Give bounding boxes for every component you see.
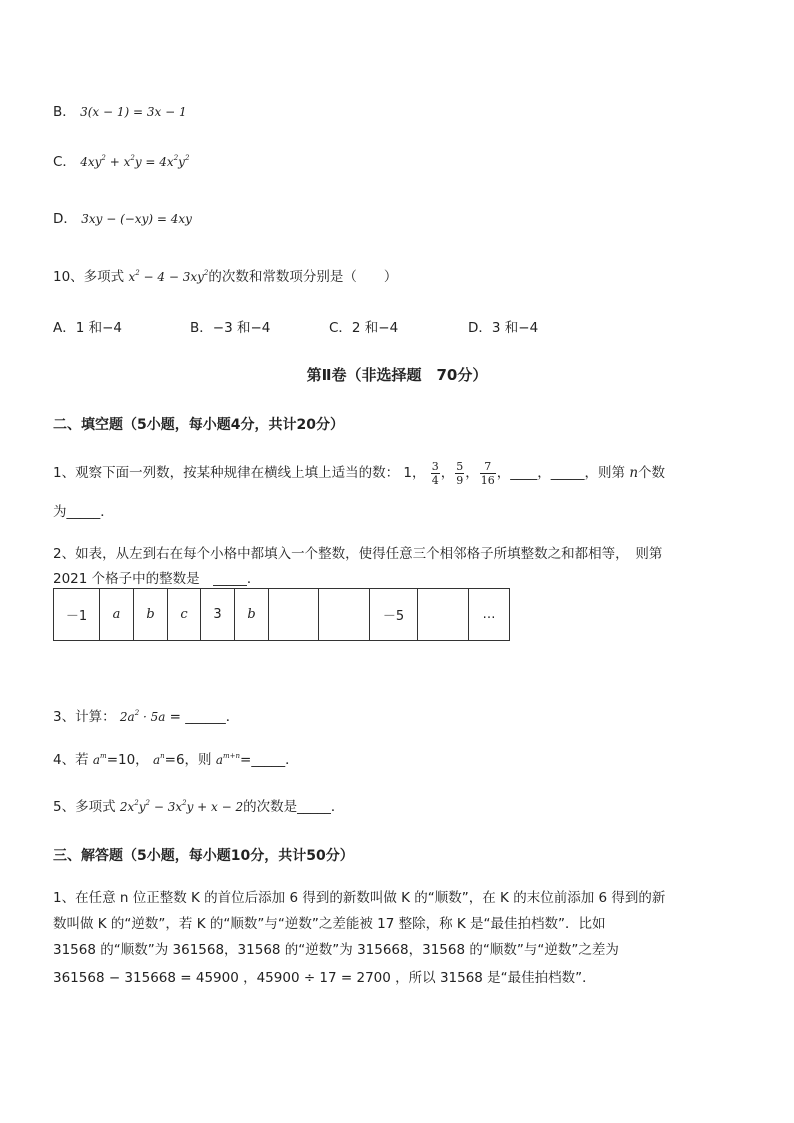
math-expression: $4xy^2 + x^2y = 4x^2y^2$ — [80, 154, 190, 169]
part2-title: 第Ⅱ卷（非选择题 70分） — [306, 366, 488, 384]
polynomial: $2x^2y^2 - 3x^2y + x - 2$ — [119, 799, 244, 814]
table-cell: c — [168, 589, 201, 641]
table-cell — [269, 589, 319, 641]
question-10 — [53, 265, 397, 285]
q9-option-d — [53, 207, 192, 227]
option-label: C． — [53, 154, 76, 170]
question-prefix: 10、多项式 — [53, 269, 125, 285]
q9-option-c — [53, 150, 189, 170]
table-cell: a — [100, 589, 134, 641]
table-cell: b — [134, 589, 168, 641]
question-text: ，____，_____，则第 — [496, 465, 626, 481]
question-prefix: 5、多项式 — [53, 799, 116, 815]
polynomial: $x^2 - 4 - 3xy^2$ — [128, 269, 209, 284]
fill-question-3 — [53, 705, 239, 725]
question-suffix: 的次数和常数项分别是（ ） — [208, 269, 398, 285]
fraction — [480, 460, 496, 487]
q10-option-b: B．−3 和−4 — [190, 320, 271, 336]
solve-question-1-line3: 31568 的“顺数”为 361568，31568 的“逆数”为 315668，31568 的“顺数”与“逆数”之差为 — [53, 942, 619, 958]
table-cell: 3 — [201, 589, 235, 641]
fill-section-heading: 二、填空题（5小题，每小题4分，共计20分） — [53, 417, 344, 433]
question-text: 1、观察下面一列数，按某种规律在横线上填上适当的数： — [53, 465, 400, 481]
solve-section-heading: 三、解答题（5小题，每小题10分，共计50分） — [53, 848, 354, 864]
table-row — [54, 589, 510, 641]
numerator: 7 — [480, 460, 496, 474]
math-expression: 3(x − 1) = 3x − 1 — [80, 105, 187, 119]
math-expression: 3xy − (−xy) = 4xy — [81, 212, 192, 226]
option-label: D． — [53, 211, 77, 227]
math-expression: $a^{m+n}$ — [215, 752, 241, 767]
question-text: 个数 — [638, 465, 666, 481]
denominator: 9 — [456, 473, 464, 487]
question-suffix: = ______． — [165, 709, 240, 725]
table-cell — [418, 589, 469, 641]
table-cell: b — [235, 589, 269, 641]
fill-question-2-line1: 2、如表，从左到右在每个小格中都填入一个整数，使得任意三个相邻格子所填整数之和都相等， 则第 — [53, 546, 663, 562]
solve-question-1-line4: 361568 − 315668 = 45900 ，45900 ÷ 17 = 2700 ，所以 31568 是“最佳拍档数”． — [53, 970, 596, 986]
question-prefix: 3、计算： — [53, 709, 116, 725]
denominator: 4 — [431, 473, 439, 487]
numerator: 5 — [456, 459, 464, 473]
fill-question-2-line2: 2021 个格子中的整数是 _____． — [53, 571, 261, 587]
math-expression: $2a^2 \cdot 5a$ — [119, 709, 166, 724]
question-prefix: 4、若 — [53, 752, 89, 768]
denominator: 16 — [480, 473, 495, 487]
question-suffix: 的次数是_____． — [243, 799, 345, 815]
question-text: =6，则 — [164, 752, 212, 768]
variable-n: n — [629, 465, 639, 481]
solve-question-1-line2: 数叫做 K 的“逆数”，若 K 的“顺数”与“逆数”之差能被 17 整除，称 K 是“最佳拍档数”．比如 — [53, 916, 606, 932]
q9-option-b — [53, 100, 187, 120]
option-label: B． — [53, 104, 76, 120]
fraction — [431, 460, 440, 487]
q10-option-a: A．1 和−4 — [53, 320, 123, 336]
fill-question-1: 1、观察下面一列数，按某种规律在横线上填上适当的数： 1， $\frac{3}{4}$ ， $\frac{5}{9}$ ， $\frac{7}{16}$ ，____，_____，则第 n个数 — [53, 459, 666, 487]
numerator: 3 — [431, 459, 439, 473]
table-cell: －5 — [370, 589, 418, 641]
table-cell — [319, 589, 370, 641]
question-text: =10， — [106, 752, 149, 768]
table-cell: … — [469, 589, 510, 641]
math-expression: $a^n$ — [152, 752, 165, 767]
sequence-first: 1， — [403, 465, 426, 481]
math-expression: $a^m$ — [92, 752, 107, 767]
number-grid-table — [53, 588, 510, 641]
q10-option-d: D．3 和−4 — [468, 320, 539, 336]
question-suffix: =_____． — [240, 752, 299, 768]
fill-question-4 — [53, 748, 299, 768]
fill-question-1-line2: 为_____． — [53, 504, 114, 520]
table-cell: －1 — [54, 589, 100, 641]
fraction — [455, 460, 464, 487]
solve-question-1-line1: 1、在任意 n 位正整数 K 的首位后添加 6 得到的新数叫做 K 的“顺数”，在 K 的末位前添加 6 得到的新 — [53, 890, 666, 906]
q10-option-c: C．2 和−4 — [329, 320, 399, 336]
fill-question-5 — [53, 795, 344, 815]
